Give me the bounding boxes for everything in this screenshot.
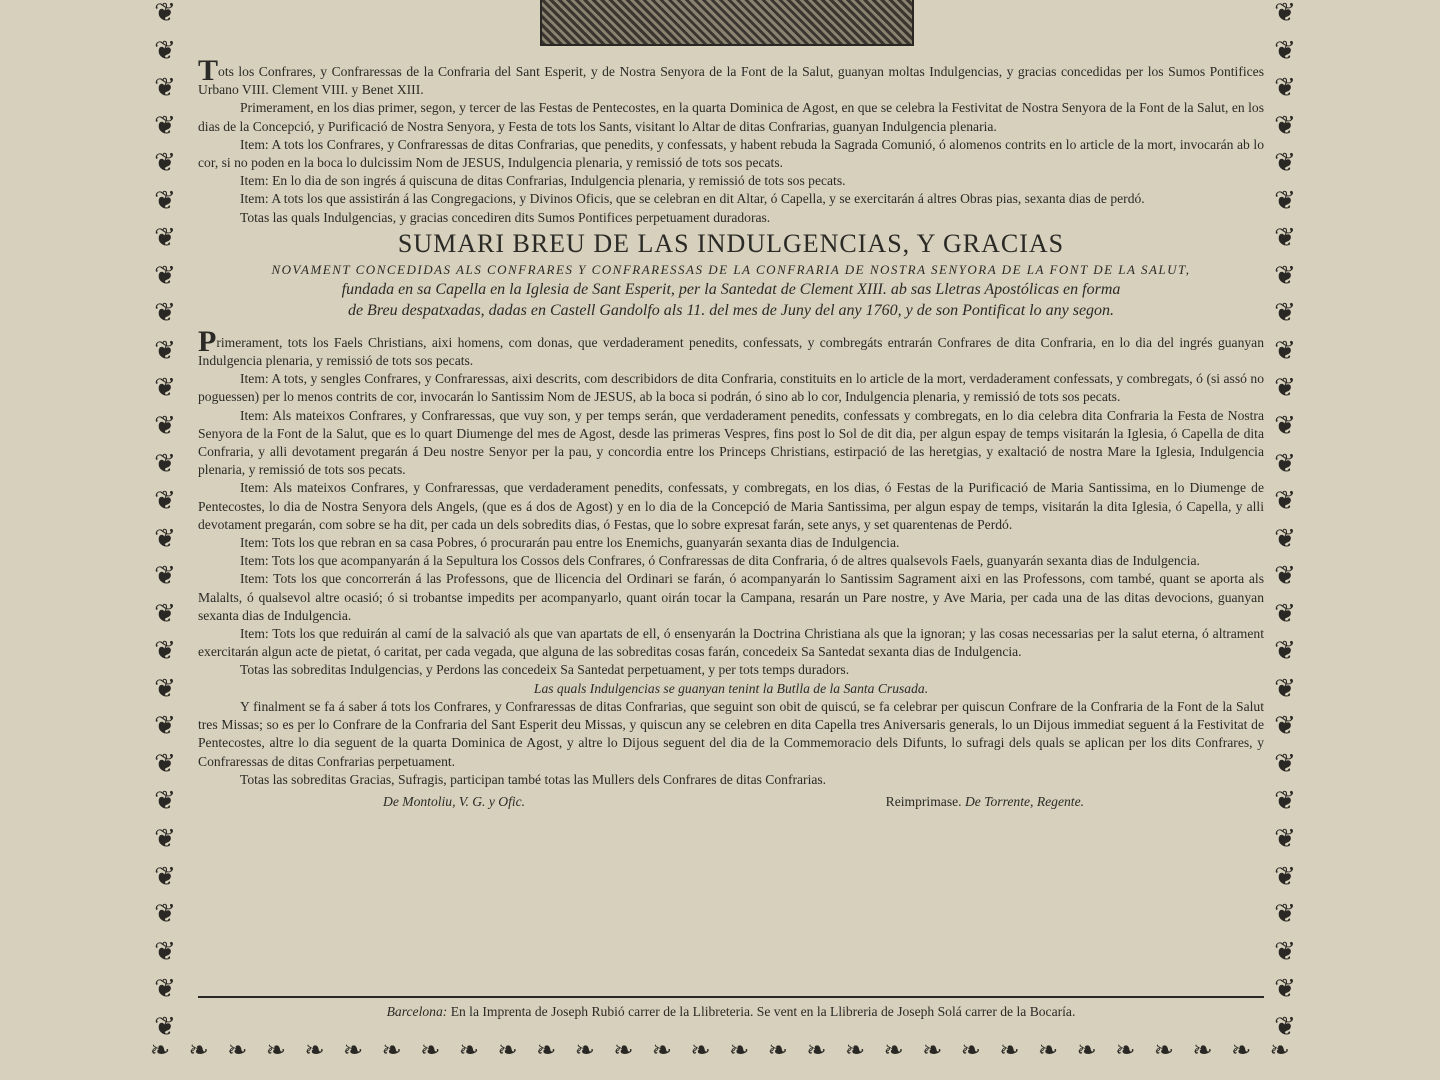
paragraph: Item: Als mateixos Confrares, y Confraressas, que verdaderament penedits, confessats, y combregats, en los dias, ó Festas de la Purificació de Maria Santissima, en lo Diumenge de Pentecostes, lo dia de Nostra Senyora dels Angels, (que es á dos de Agost) y en lo dia de la Concepció de Maria Santissima, per algun espay de temps, visitarán la dita Iglesia, ó Capella, y alli devotament pregarán, com sobre se ha dit, per cada un dels sobredits dias, ó Festas, que lo sobre expresat farán, sete anys, y set quarentenas de Perdó.: [198, 480, 1264, 532]
bottom-ornament-border: ❧ ❧ ❧ ❧ ❧ ❧ ❧ ❧ ❧ ❧ ❧ ❧ ❧ ❧ ❧ ❧ ❧ ❧ ❧ ❧ ❧ ❧ ❧ ❧ ❧ ❧ ❧ ❧ ❧ ❧: [150, 1037, 1290, 1064]
paragraph: Primerament, tots los Faels Christians, aixi homens, com donas, que verdaderament penedits, confessats, y combregáts entrarán Confrares de dita Confraria, en lo dia del ingrés guanyan Indulgencia plenaria, y remissió de tots sos pecats.: [198, 324, 1264, 369]
subtitle-line: fundada en sa Capella en la Iglesia de Sant Esperit, per la Santedat de Clement XIII. ab sas Lletras Apostólicas en forma: [341, 280, 1121, 298]
woodcut-illustration: [540, 0, 914, 46]
document-body: [198, 54, 1264, 811]
document-subtitle: NOVAMENT CONCEDIDAS ALS CONFRARES Y CONFRARESSAS DE LA CONFRARIA DE NOSTRA SENYORA DE LA FONT DE LA SALUT,: [271, 261, 1191, 277]
crusada-note: Las quals Indulgencias se guanyan tenint la Butlla de la Santa Crusada.: [533, 680, 929, 696]
document-title: SUMARI BREU DE LAS INDULGENCIAS, Y GRACIAS: [397, 228, 1065, 258]
left-ornament-border: ❦ ❦ ❦ ❦ ❦ ❦ ❦ ❦ ❦ ❦ ❦ ❦ ❦ ❦ ❦ ❦ ❦ ❦ ❦ ❦ ❦ ❦ ❦ ❦ ❦ ❦ ❦ ❦: [154, 0, 176, 1041]
imprint-text: En la Imprenta de Joseph Rubió carrer de la Llibreteria. Se vent en la Llibreria de Joseph Solá carrer de la Bocaría.: [450, 1004, 1076, 1019]
paragraph: Totas las sobreditas Indulgencias, y Perdons las concedeix Sa Santedat perpetuament, y per tots temps duradors.: [240, 662, 850, 678]
imprint-city: Barcelona:: [386, 1004, 448, 1019]
right-ornament-border: ❦ ❦ ❦ ❦ ❦ ❦ ❦ ❦ ❦ ❦ ❦ ❦ ❦ ❦ ❦ ❦ ❦ ❦ ❦ ❦ ❦ ❦ ❦ ❦ ❦ ❦ ❦ ❦: [1274, 0, 1296, 1041]
signature-right: [886, 793, 1084, 811]
divider: [198, 996, 1264, 998]
regente-name: De Torrente, Regente.: [964, 793, 1084, 809]
paragraph: Item: Tots los que acompanyarán á la Sepultura los Cossos dels Confrares, ó Confraressas de dita Confraria, ó de altres qualsevols Faels, guanyarán sexanta dias de Indulgencia.: [240, 553, 1200, 569]
signature-left: De Montoliu, V. G. y Ofic.: [383, 793, 526, 809]
imprint-footer: [198, 1004, 1264, 1020]
drop-cap: T: [198, 54, 219, 87]
reimprimase-label: Reimprimase.: [885, 793, 962, 809]
paragraph: Item: A tots, y sengles Confrares, y Confraressas, aixi descrits, com describidors de dita Confraria, constituits en lo article de la mort, verdaderament confessats, y combregats, ó (si assó no poguessen) per lo menos contrits de cor, invocarán lo Santissim Nom de JESUS, ab la boca si podrán, ó sino ab lo cor, Indulgencia plenaria, y remissió de tots sos pecats.: [198, 371, 1264, 405]
paragraph: Tots los Confrares, y Confraressas de la Confraria del Sant Esperit, y de Nostra Senyora de la Font de la Salut, guanyan moltas Indulgencias, y gracias concedidas per los Sumos Pontifices Urbano VIII. Clement VIII. y Benet XIII.: [198, 54, 1264, 98]
paragraph: Item: Tots los que concorrerán á las Professons, que de llicencia del Ordinari se farán, ó acompanyarán lo Santissim Sagrament aixi en las Professons, com també, quant se aporta als Malalts, ó qualsevol altre ocasió; ó si trobantse impedits per acompanyarlo, quant oirán tocar la Campana, resarán un Pare nostre, y Ave Maria, per cada una de las ditas devocions, guanyan sexanta dias de Indulgencia.: [198, 571, 1264, 623]
paragraph: Totas las sobreditas Gracias, Sufragis, participan també totas las Mullers dels Confrares de ditas Confrarias.: [240, 771, 827, 787]
drop-cap: P: [198, 324, 217, 358]
signatures: [198, 793, 1264, 811]
paragraph: Item: A tots los que assistirán á las Congregacions, y Divinos Oficis, que se celebran en dit Altar, ó Capella, y se exercitarán á altres Obras pias, sexanta dias de perdó.: [240, 191, 1145, 207]
paragraph: Item: Tots los que rebran en sa casa Pobres, ó procurarán pau entre los Enemichs, guanyarán sexanta dias de Indulgencia.: [240, 535, 900, 551]
subtitle-line: de Breu despatxadas, dadas en Castell Gandolfo als 11. del mes de Juny del any 1760, y de son Pontificat lo any segon.: [347, 301, 1115, 319]
paragraph: Item: A tots los Confrares, y Confraressas de ditas Confrarias, que penedits, y confessats, y habent rebuda la Sagrada Comunió, ó alomenos contrits en lo article de la mort, invocarán ab lo cor, si no poden en la boca lo dulcissim Nom de JESUS, Indulgencia plenaria, y remissió de tots sos pecats.: [198, 136, 1264, 171]
paragraph: Item: Als mateixos Confrares, y Confraressas, que vuy son, y per temps serán, que verdaderament penedits, confessats y combregats, en lo dia celebra dita Confraria la Festa de Nostra Senyora de la Font de la Salut, que es lo quart Diumenge del mes de Agost, desde las primeras Vespres, fins post lo Sol de dit dia, per algun espay de temps visitarán la Iglesia, ó Capella de dita Confraria, y alli devotament pregarán á Deu nostre Senyor per la pau, y concordia entre los Princeps Christians, estirpació de las heretgias, y exaltació de nostra Mare la Iglesia, Indulgencia plenaria, y remissió de tots sos pecats.: [198, 407, 1264, 478]
paragraph: Primerament, en los dias primer, segon, y tercer de las Festas de Pentecostes, en la quarta Dominica de Agost, en que se celebra la Festivitat de Nostra Senyora de la Font de la Salut, en los dias de la Concepció, y Purificació de Nostra Senyora, y Festa de tots los Sants, visitant lo Altar de ditas Confrarias, guanyan Indulgencia plenaria.: [198, 100, 1264, 134]
paragraph: Item: En lo dia de son ingrés á quiscuna de ditas Confrarias, Indulgencia plenaria, y remissió de tots sos pecats.: [240, 173, 846, 189]
paragraph: Item: Tots los que reduirán al camí de la salvació als que van apartats de ell, ó ensenyarán la Doctrina Christiana als que la ignoran; y las cosas necessarias per la salut eterna, ó altrament exercitarán algun acte de pietat, ó caritat, per cada vegada, que alguna de las sobreditas cosas farán, concedeix Sa Santedat sexanta dias de Indulgencia.: [198, 626, 1264, 660]
paragraph: Totas las quals Indulgencias, y gracias concediren dits Sumos Pontifices perpetuament duradoras.: [240, 209, 771, 225]
paragraph: Y finalment se fa á saber á tots los Confrares, y Confraressas de ditas Confrarias, que seguint son obit de quiscú, se fa celebrar per quiscun Confrare de la Confraria de la Font de la Salut tres Missas; so es per lo Confrare de la Confraria del Sant Esperit deu Missas, y quiscun any se celebren en dita Capella tres Aniversaris generals, lo un Dijous immediat seguent á la Festivitat de Pentecostes, altre lo dia seguent de la quarta Dominica de Agost, y altre lo Dijous seguent del dia de la Commemoracio dels Difunts, lo sufragi dels quals se aplican per los dits Confrares, y Confraressas de ditas Confrarias perpetuament.: [198, 698, 1264, 769]
